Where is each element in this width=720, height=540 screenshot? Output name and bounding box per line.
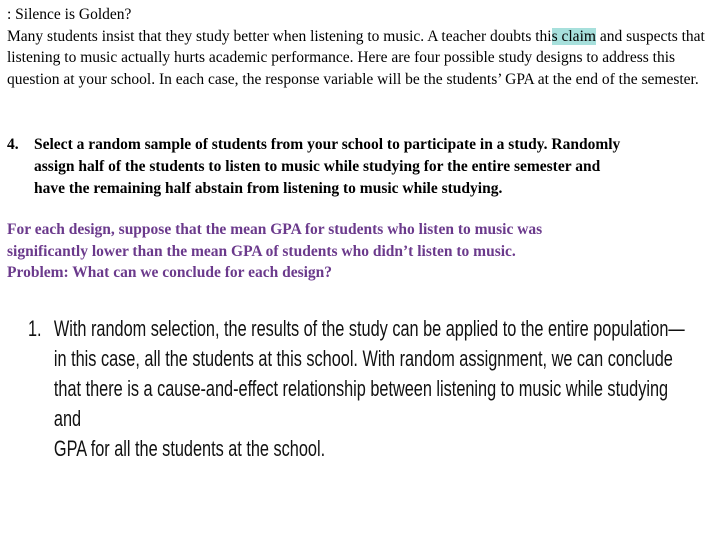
intro-paragraph	[7, 26, 719, 91]
prompt-line: Problem: What can we conclude for each design?	[7, 264, 333, 282]
study-design-4	[7, 134, 720, 199]
question-line: have the remaining half abstain from listening to music while studying.	[34, 179, 503, 197]
answer-number: 1.	[28, 316, 42, 341]
question-line: Select a random sample of students from your school to participate in a study. Randomly	[34, 136, 621, 153]
prompt-line: significantly lower than the mean GPA of students who didn’t listen to music.	[7, 242, 516, 260]
answer-line: in this case, all the students at this school. With random assignment, we can conclude	[53, 346, 673, 371]
prompt-line: For each design, suppose that the mean GPA for students who listen to music was	[7, 221, 543, 238]
intro-text-rest: and suspects that listening to music actually hurts academic performance. Here are four possible study designs to address this question at your school. In each case, the response variable will be the students’ GPA at the end of the semester.	[7, 27, 705, 88]
answer-line: With random selection, the results of the study can be applied to the entire population—	[53, 316, 685, 341]
answer-line: that there is a cause-and-effect relationship between listening to music while studying and	[53, 376, 669, 431]
intro-text: Many students insist that they study better when listening to music. A teacher doubts thi	[7, 27, 552, 45]
question-number: 4.	[7, 136, 19, 153]
answer-line: GPA for all the students at the school.	[53, 436, 326, 461]
question-line: assign half of the students to listen to music while studying for the entire semester and	[34, 157, 601, 175]
intro-section	[7, 4, 719, 90]
highlighted-text: s claim	[551, 27, 596, 45]
problem-prompt	[7, 219, 707, 284]
answer-section	[28, 314, 694, 464]
title: : Silence is Golden?	[7, 6, 132, 23]
